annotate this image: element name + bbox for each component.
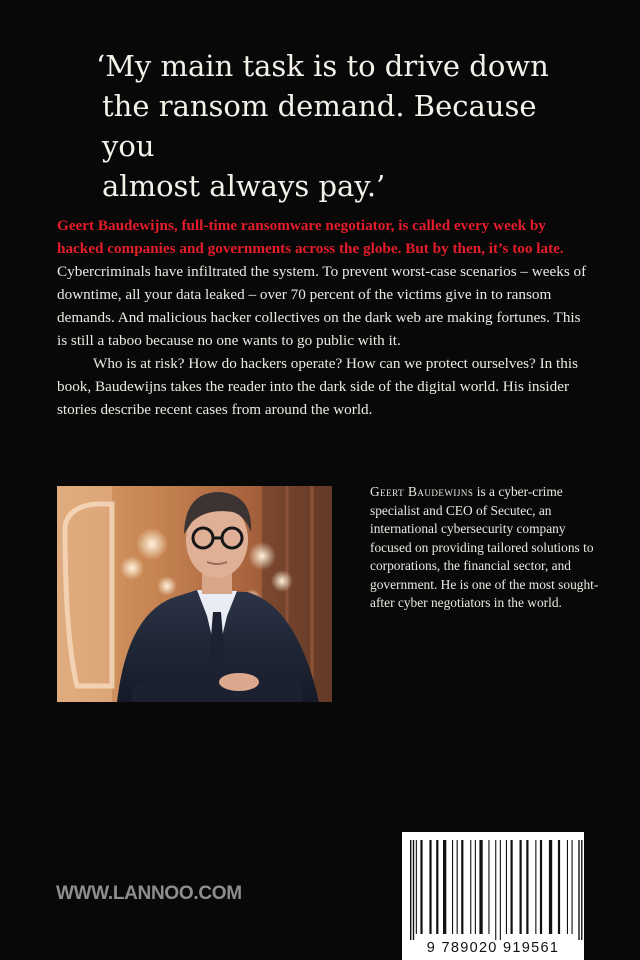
quote-line: ‘My main task is to drive down xyxy=(96,49,549,83)
barcode-bar xyxy=(461,840,463,934)
barcode-bar xyxy=(457,840,458,934)
author-name: Geert Baudewijns xyxy=(370,484,474,499)
barcode-bar xyxy=(578,840,579,940)
barcode-bar xyxy=(500,840,501,940)
barcode-bar xyxy=(488,840,489,934)
blurb-lead: Geert Baudewijns, full-time ransomware negotiator, is called every week by hacked companies and governments across the globe. But by then, it’s too late. xyxy=(57,217,564,257)
author-photo xyxy=(57,486,332,702)
barcode-bar xyxy=(420,840,422,934)
barcode-bar xyxy=(567,840,568,934)
book-blurb xyxy=(57,214,587,421)
barcode-bar xyxy=(479,840,482,934)
isbn-barcode xyxy=(402,832,584,960)
barcode-bar xyxy=(443,840,446,934)
barcode-bar xyxy=(540,840,542,934)
barcode-bar xyxy=(526,840,528,934)
barcode-bar xyxy=(506,840,507,934)
barcode-bar xyxy=(416,840,417,934)
barcode-bar xyxy=(452,840,453,934)
quote-line: the ransom demand. Because you xyxy=(102,89,537,163)
barcode-bar xyxy=(410,840,411,940)
barcode-bar xyxy=(511,840,513,934)
author-bio xyxy=(370,483,605,613)
barcode-bars xyxy=(402,832,584,940)
barcode-bar xyxy=(470,840,471,934)
quote-line: almost always pay.’ xyxy=(102,169,386,203)
barcode-bar xyxy=(436,840,438,934)
blurb-paragraph-2: Who is at risk? How do hackers operate? How can we protect ourselves? In this book, Baudewijns takes the reader into the dark side of the digital world. His insider stories describe recent cases from around the world. xyxy=(57,355,578,418)
blurb-body: Cybercriminals have infiltrated the system. To prevent worst-case scenarios – weeks of downtime, all your data leaked – over 70 percent of the victims give in to ransom demands. And malicious hacker collectives on the dark web are making fortunes. This is still a taboo because no one wants to go public with it. xyxy=(57,263,587,349)
isbn-number: 9 789020 919561 xyxy=(426,940,560,956)
barcode-bar xyxy=(535,840,536,934)
barcode-bar xyxy=(572,840,573,934)
barcode-bar xyxy=(520,840,522,934)
publisher-url[interactable]: WWW.LANNOO.COM xyxy=(56,883,242,904)
bio-text: of Secutec, an international cybersecurity company focused on providing tailored solutions to corporations, the financial sector, and government. He is one of the most sought-after cyber negotiators in the world. xyxy=(370,502,599,610)
bio-text: is a cyber-crime specialist and xyxy=(370,484,563,518)
barcode-bar xyxy=(429,840,431,934)
barcode-bar xyxy=(475,840,476,934)
barcode-bar xyxy=(558,840,560,934)
barcode-bar xyxy=(495,840,496,940)
back-cover-quote xyxy=(96,46,596,206)
barcode-bar xyxy=(549,840,552,934)
barcode-bar xyxy=(581,840,582,940)
blurb-paragraph-1 xyxy=(57,214,587,352)
barcode-bar xyxy=(413,840,414,940)
bio-ceo: CEO xyxy=(445,502,473,518)
